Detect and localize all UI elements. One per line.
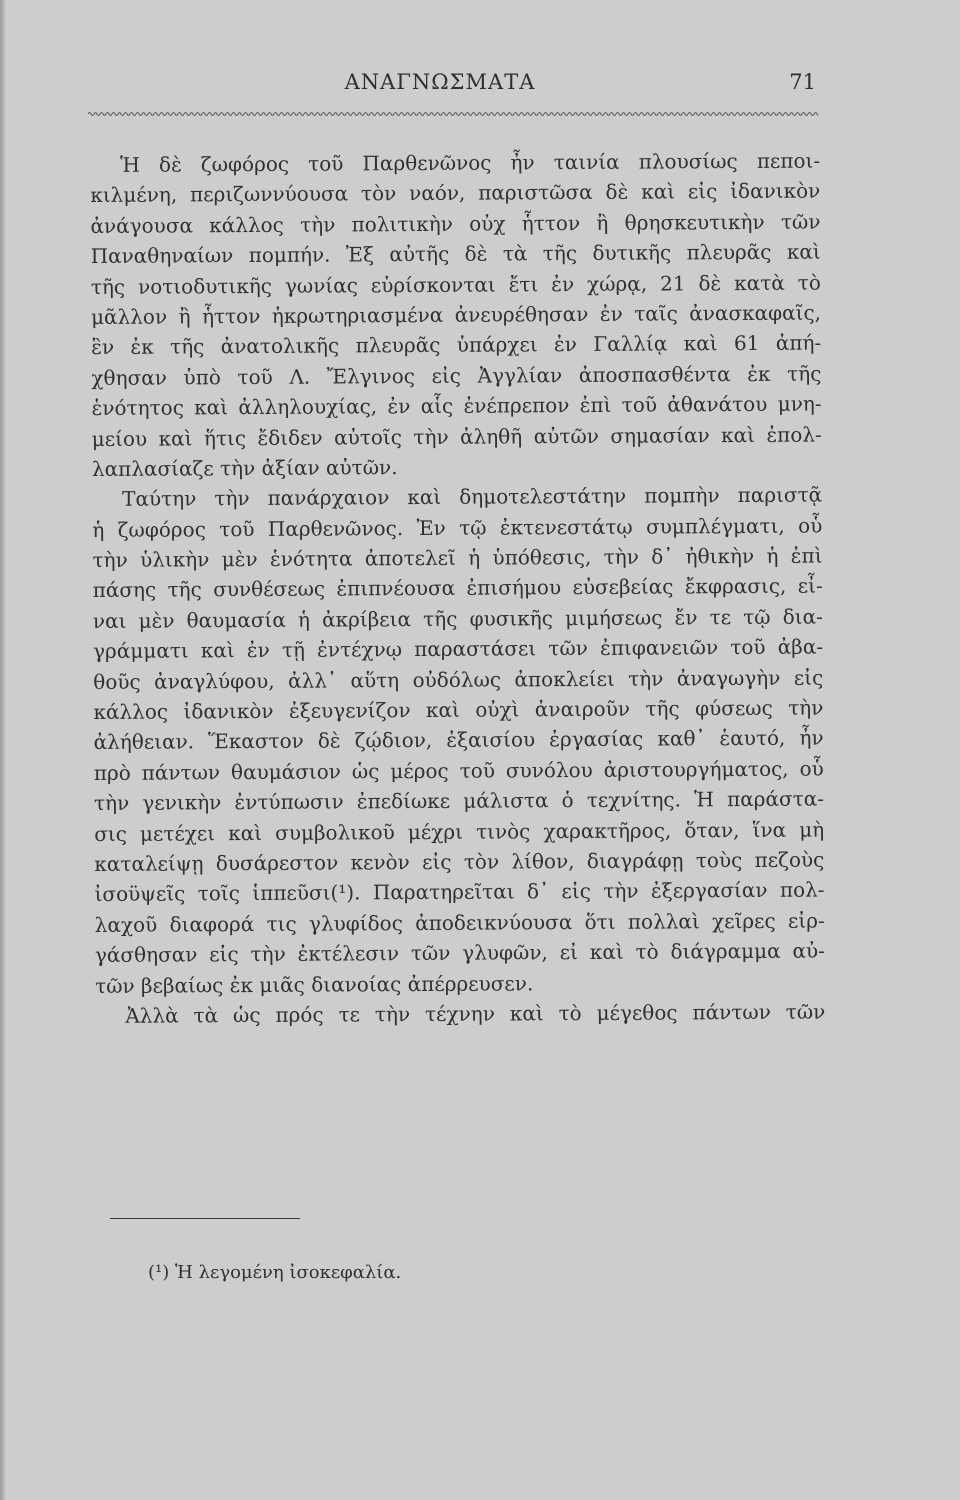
footnote-text: Ἡ λεγομένη ἰσοκεφαλία.	[175, 1262, 402, 1283]
text-line: ἀνάγουσα κάλλος τὴν πολιτικὴν οὐχ ἧττον ἢ θρησκευτικὴν τῶν	[90, 209, 821, 238]
text-line: Ταύτην τὴν πανάρχαιον καὶ δημοτελεστάτην πομπὴν παριστᾷ	[122, 482, 823, 512]
text-line: Παναθηναίων πομπήν. Ἐξ αὐτῆς δὲ τὰ τῆς δυτικῆς πλευρᾶς καὶ	[90, 239, 821, 269]
text-line: τὴν γενικὴν ἐντύπωσιν ἐπεδίωκε μάλιστα ὁ τεχνίτης. Ἡ παράστα-	[93, 786, 825, 816]
page-number: 71	[789, 70, 816, 94]
text-line: γράμματι καὶ ἐν τῇ ἐντέχνῳ παραστάσει τῶν ἐπιφανειῶν τοῦ ἀβα-	[92, 634, 824, 664]
text-line: σις μετέχει καὶ συμβολικοῦ μέχρι τινὸς χαρακτῆρος, ὅταν, ἵνα μὴ	[94, 817, 825, 846]
text-line: μείου καὶ ἥτις ἔδιδεν αὐτοῖς τὴν ἀληθῆ αὐτῶν σημασίαν καὶ ἐπολ-	[91, 422, 822, 451]
text-line: θοῦς ἀναγλύφου, ἀλλ᾽ αὕτη οὐδόλως ἀποκλείει τὴν ἀναγωγὴν εἰς	[93, 665, 824, 694]
text-line: κιλμένη, περιζωννύουσα τὸν ναόν, παριστῶσα δὲ καὶ εἰς ἰδανικὸν	[90, 178, 821, 208]
text-line: καταλείψῃ δυσάρεστον κενὸν εἰς τὸν λίθον, διαγράφῃ τοὺς πεζοὺς	[94, 847, 825, 876]
text-line: Ἡ δὲ ζωφόρος τοῦ Παρθενῶνος ἦν ταινία πλουσίως πεποι-	[120, 148, 821, 177]
text-line: λαχοῦ διαφορά τις γλυφίδος ἀποδεικνύουσα ὅτι πολλαὶ χεῖρες εἰρ-	[94, 908, 825, 937]
text-line: γάσθησαν εἰς τὴν ἐκτέλεσιν τῶν γλυφῶν, εἰ καὶ τὸ διάγραμμα αὐ-	[94, 938, 825, 968]
text-line: ναι μὲν θαυμασία ἡ ἀκρίβεια τῆς φυσικῆς μιμήσεως ἔν τε τῷ δια-	[92, 604, 823, 633]
text-line: χθησαν ὑπὸ τοῦ Λ. Ἔλγινος εἰς Ἀγγλίαν ἀποσπασθέντα ἐκ τῆς	[91, 361, 822, 390]
text-line: ἓν ἐκ τῆς ἀνατολικῆς πλευρᾶς ὑπάρχει ἐν Γαλλίᾳ καὶ 61 ἀπή-	[91, 330, 822, 360]
body-text	[90, 146, 825, 1032]
wavy-header-rule	[88, 110, 818, 118]
text-line: πάσης τῆς συνθέσεως ἐπιπνέουσα ἐπισήμου εὐσεβείας ἔκφρασις, εἶ-	[92, 574, 823, 603]
page-binding-edge	[0, 0, 6, 1500]
text-line: τὴν ὑλικὴν μὲν ἑνότητα ἀποτελεῖ ἡ ὑπόθεσις, τὴν δ᾽ ἠθικὴν ἡ ἐπὶ	[92, 543, 823, 573]
footnote	[148, 1262, 401, 1283]
text-line: τῶν βεβαίως ἐκ μιᾶς διανοίας ἀπέρρευσεν.	[95, 970, 534, 998]
text-line: μᾶλλον ἢ ἧττον ἠκρωτηριασμένα ἀνευρέθησαν ἐν ταῖς ἀνασκαφαῖς,	[90, 300, 822, 329]
footnote-marker: (¹)	[148, 1262, 170, 1283]
text-line: ἡ ζωφόρος τοῦ Παρθενῶνος. Ἐν τῷ ἐκτενεστάτῳ συμπλέγματι, οὗ	[92, 513, 823, 542]
text-line: ἑνότητος καὶ ἀλληλουχίας, ἐν αἷς ἐνέπρεπον ἐπὶ τοῦ ἀθανάτου μνη-	[91, 391, 822, 421]
text-line: πρὸ πάντων θαυμάσιον ὡς μέρος τοῦ συνόλου ἀριστουργήματος, οὗ	[93, 756, 824, 785]
text-line: λαπλασίαζε τὴν ἀξίαν αὐτῶν.	[91, 455, 398, 481]
footnote-separator	[110, 1218, 300, 1219]
text-line: ἰσοϋψεῖς τοῖς ἱππεῦσι(¹). Παρατηρεῖται δ᾽ εἰς τὴν ἐξεργασίαν πολ-	[94, 877, 825, 907]
text-line: κάλλος ἰδανικὸν ἐξευγενίζον καὶ οὐχὶ ἀναιροῦν τῆς φύσεως τὴν	[93, 695, 824, 725]
text-line: ἀλήθειαν. Ἕκαστον δὲ ζῴδιον, ἐξαισίου ἐργασίας καθ᾽ ἑαυτό, ἦν	[93, 725, 824, 755]
running-header-title: ΑΝΑΓΝΩΣΜΑΤΑ	[344, 70, 536, 94]
text-line: τῆς νοτιοδυτικῆς γωνίας εὑρίσκονται ἔτι ἐν χώρᾳ, 21 δὲ κατὰ τὸ	[90, 270, 821, 299]
text-line: Ἀλλὰ τὰ ὡς πρός τε τὴν τέχνην καὶ τὸ μέγεθος πάντων τῶν	[125, 999, 826, 1028]
